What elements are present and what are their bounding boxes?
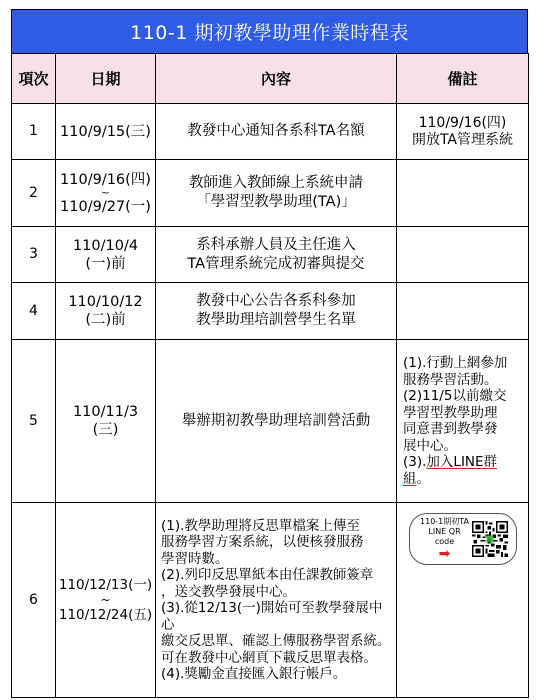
row-content: 舉辦期初教學助理培訓營活動 — [156, 340, 397, 503]
row-note: (1).行動上網參加 服務學習活動。 (2)11/5以前繳交 學習型教學助理 同意書到教學發 展中心。 (3).加入LINE群組。 — [397, 340, 529, 503]
table-row — [12, 227, 529, 283]
header-date: 日期 — [56, 54, 156, 104]
row-no: 6 — [12, 503, 56, 698]
row-date: 110/9/15(三) — [56, 104, 156, 160]
row-note: 110/9/16(四) 開放TA管理系統 — [397, 104, 529, 160]
row-content: 教發中心通知各系科TA名額 — [156, 104, 397, 160]
schedule-table — [11, 53, 529, 698]
line-qr-card[interactable]: 110-1期初TA LINE QR code ➡ — [409, 513, 517, 565]
row-date: 110/12/13(一) ~ 110/12/24(五) — [56, 503, 156, 698]
row-no: 1 — [12, 104, 56, 160]
row-date: 110/9/16(四) ~ 110/9/27(一) — [56, 160, 156, 227]
row-no: 2 — [12, 160, 56, 227]
table-row — [12, 340, 529, 503]
table-row — [12, 503, 529, 698]
header-no: 項次 — [12, 54, 56, 104]
header-note: 備註 — [397, 54, 529, 104]
row-note — [397, 160, 529, 227]
row-date: 110/10/4 (一)前 — [56, 227, 156, 283]
row-no: 5 — [12, 340, 56, 503]
table-header-row — [12, 54, 529, 104]
row-content: 教發中心公告各系科參加 教學助理培訓營學生名單 — [156, 283, 397, 340]
header-content: 內容 — [156, 54, 397, 104]
row-note — [397, 283, 529, 340]
row-no: 4 — [12, 283, 56, 340]
row-content: (1).教學助理將反思單檔案上傳至 服務學習方案系統，以便核發服務 學習時數。 (2).列印反思單紙本由任課教師簽章 ，送交教學發展中心。 (3).從12/13(一)開始可至教學發展中心 繳交反思單、確認上傳服務學習系統。 可在教發中心網頁下載反思單表格。 (4).獎勵金直接匯入銀行帳戶。 — [156, 503, 397, 698]
arrow-right-icon: ➡ — [438, 546, 451, 562]
page-title: 110-1 期初教學助理作業時程表 — [11, 9, 528, 53]
row-date: 110/11/3 (三) — [56, 340, 156, 503]
row-date: 110/10/12 (二)前 — [56, 283, 156, 340]
table-row — [12, 104, 529, 160]
line-group-link[interactable]: 加入LINE群組 — [403, 454, 498, 487]
row-note — [397, 503, 529, 698]
row-note — [397, 227, 529, 283]
table-row — [12, 283, 529, 340]
row-content: 系科承辦人員及主任進入 TA管理系統完成初審與提交 — [156, 227, 397, 283]
row-no: 3 — [12, 227, 56, 283]
qr-code-icon — [472, 521, 508, 557]
table-row — [12, 160, 529, 227]
row-content: 教師進入教師線上系統申請 「學習型教學助理(TA)」 — [156, 160, 397, 227]
schedule-sheet — [11, 9, 528, 698]
